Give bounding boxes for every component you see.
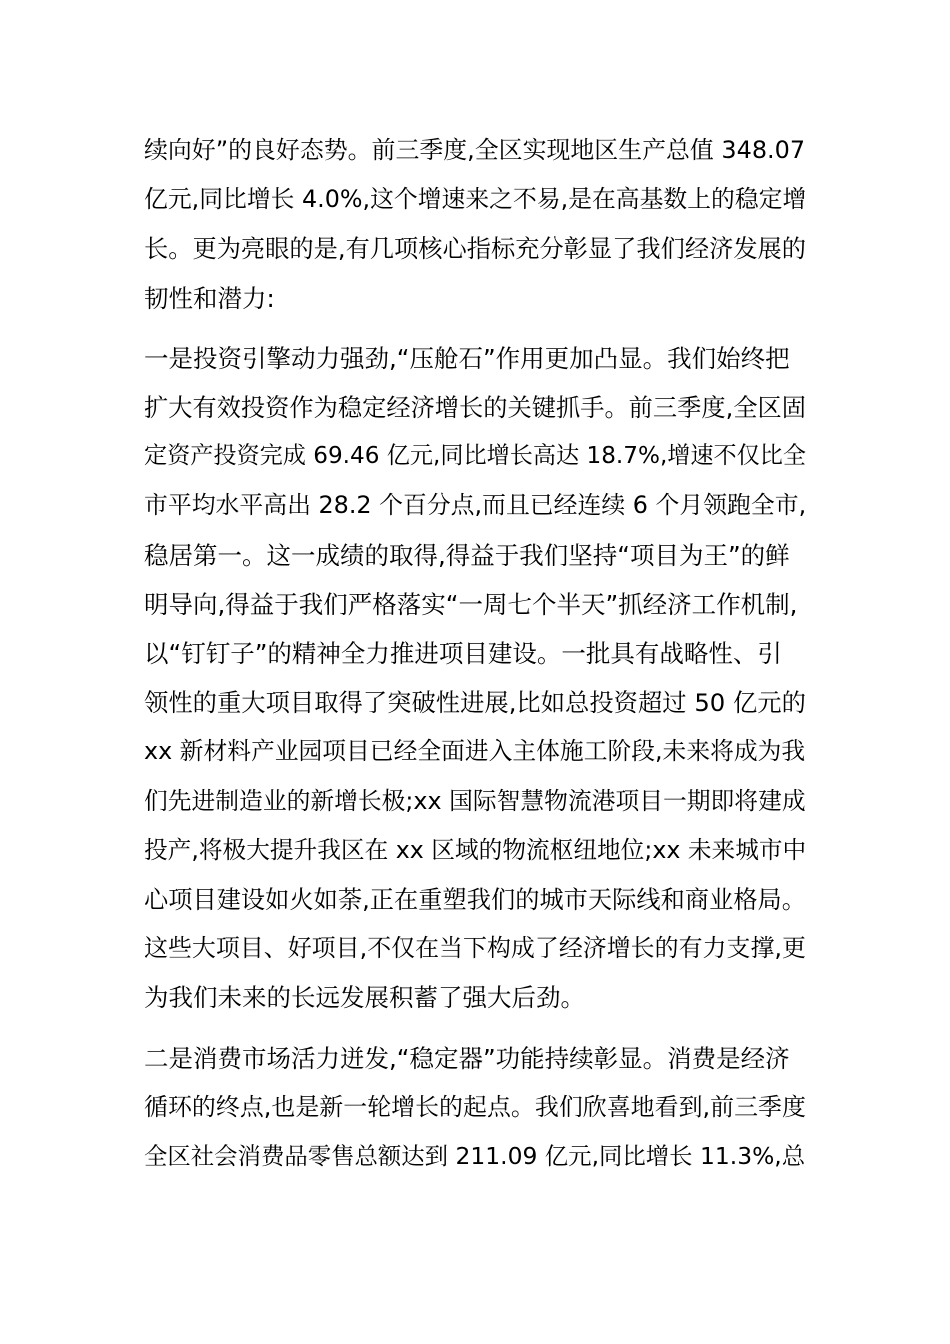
text-line: 为我们未来的长远发展积蓄了强大后劲。	[144, 983, 585, 1013]
text-line: 这些大项目、好项目,不仅在当下构成了经济增长的有力支撑,更	[144, 934, 806, 963]
text-line: 领性的重大项目取得了突破性进展,比如总投资超过 50 亿元的	[144, 688, 806, 718]
text-line: 全区社会消费品零售总额达到 211.09 亿元,同比增长 11.3%,总	[144, 1142, 806, 1171]
text-line: 扩大有效投资作为稳定经济增长的关键抓手。前三季度,全区固	[144, 393, 807, 423]
text-line: 稳居第一。这一成绩的取得,得益于我们坚持“项目为王”的鲜	[144, 540, 790, 570]
paragraph-investment	[144, 334, 806, 1023]
text-line: 长。更为亮眼的是,有几项核心指标充分彰显了我们经济发展的	[144, 234, 807, 264]
text-line: 以“钉钉子”的精神全力推进项目建设。一批具有战略性、引	[144, 639, 782, 669]
text-line: 亿元,同比增长 4.0%,这个增速来之不易,是在高基数上的稳定增	[144, 185, 807, 214]
text-line: 循环的终点,也是新一轮增长的起点。我们欣喜地看到,前三季度	[144, 1092, 806, 1121]
text-line: 一是投资引擎动力强劲,“压舱石”作用更加凸显。我们始终把	[144, 343, 790, 373]
text-line: 市平均水平高出 28.2 个百分点,而且已经连续 6 个月领跑全市,	[144, 491, 807, 520]
text-line: 定资产投资完成 69.46 亿元,同比增长高达 18.7%,增速不仅比全	[144, 443, 807, 470]
text-line: 续向好”的良好态势。前三季度,全区实现地区生产总值 348.07	[144, 136, 806, 164]
text-line: 心项目建设如火如荼,正在重塑我们的城市天际线和商业格局。	[144, 885, 807, 915]
text-line: 们先进制造业的新增长极;xx 国际智慧物流港项目一期即将建成	[144, 786, 806, 815]
paragraph-consumption	[144, 1034, 806, 1182]
text-line: 韧性和潜力:	[144, 283, 275, 313]
text-line: 明导向,得益于我们严格落实“一周七个半天”抓经济工作机制,	[144, 589, 798, 619]
text-line: 投产,将极大提升我区在 xx 区域的物流枢纽地位;xx 未来城市中	[144, 835, 807, 864]
document-body	[144, 126, 806, 1192]
paragraph-economic-overview	[144, 126, 806, 323]
text-line: xx 新材料产业园项目已经全面进入主体施工阶段,未来将成为我	[144, 737, 806, 766]
text-line: 二是消费市场活力迸发,“稳定器”功能持续彰显。消费是经济	[144, 1043, 790, 1073]
